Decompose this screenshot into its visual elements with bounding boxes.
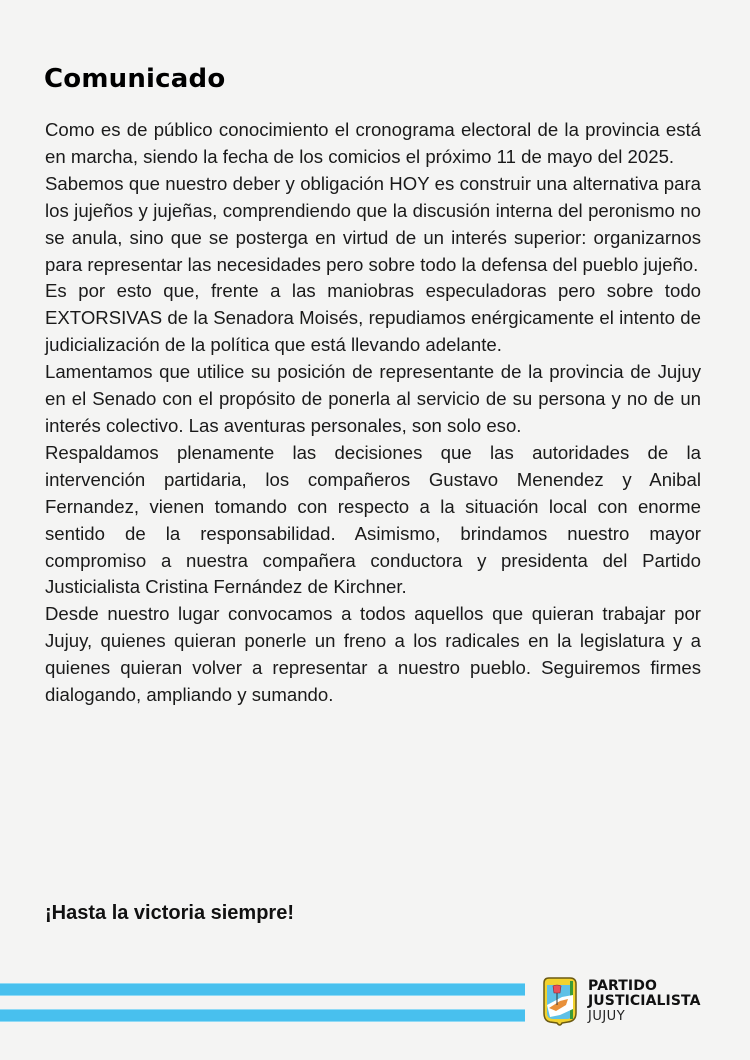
flag-stripe-bottom [0, 1009, 525, 1022]
closing-slogan: ¡Hasta la victoria siempre! [45, 902, 294, 924]
paragraph: Como es de público conocimiento el cronograma electoral de la provincia está en marcha, siendo la fecha de los comicios el próximo 11 de mayo del 2025. [45, 119, 701, 167]
logo-text-justicialista: JUSTICIALISTA [588, 993, 701, 1009]
pj-shield-icon [540, 975, 580, 1027]
paragraph: Respaldamos plenamente las decisiones que las autoridades de la intervención partidaria, los compañeros Gustavo Menendez y Anibal Fernandez, vienen tomando con respecto a la situación local con enorme sentido de la responsabilidad. Asimismo, brindamos nuestro mayor compromiso a nuestra compañera conductora y presidenta del Partido Justicialista Cristina Fernández de Kirchner. [45, 441, 701, 598]
party-logo [540, 975, 701, 1027]
flag-stripe-top [0, 983, 525, 996]
paragraph: Desde nuestro lugar convocamos a todos aquellos que quieran trabajar por Jujuy, quienes quieran ponerle un freno a los radicales en la legislatura y a quienes quieran volver a representar a nuestro pueblo. Seguiremos firmes dialogando, ampliando y sumando. [45, 603, 701, 706]
paragraph: Es por esto que, frente a las maniobras especuladoras pero sobre todo EXTORSIVAS de la Senadora Moisés, repudiamos enérgicamente el intento de judicialización de la política que está llevando adelante. [45, 280, 701, 356]
logo-text-partido: PARTIDO [588, 978, 657, 994]
logo-text-jujuy: JUJUY [588, 1009, 626, 1024]
document-body [45, 117, 701, 709]
page-title: Comunicado [44, 64, 226, 94]
paragraph: Sabemos que nuestro deber y obligación HOY es construir una alternativa para los jujeños y jujeñas, comprendiendo que la discusión interna del peronismo no se anula, sino que se posterga en virtud de un interés superior: organizarnos para representar las necesidades pero sobre todo la defensa del pueblo jujeño. [45, 172, 701, 275]
paragraph: Lamentamos que utilice su posición de representante de la provincia de Jujuy en el Senado con el propósito de ponerla al servicio de su persona y no de un interés colectivo. Las aventuras personales, son solo eso. [45, 361, 701, 436]
